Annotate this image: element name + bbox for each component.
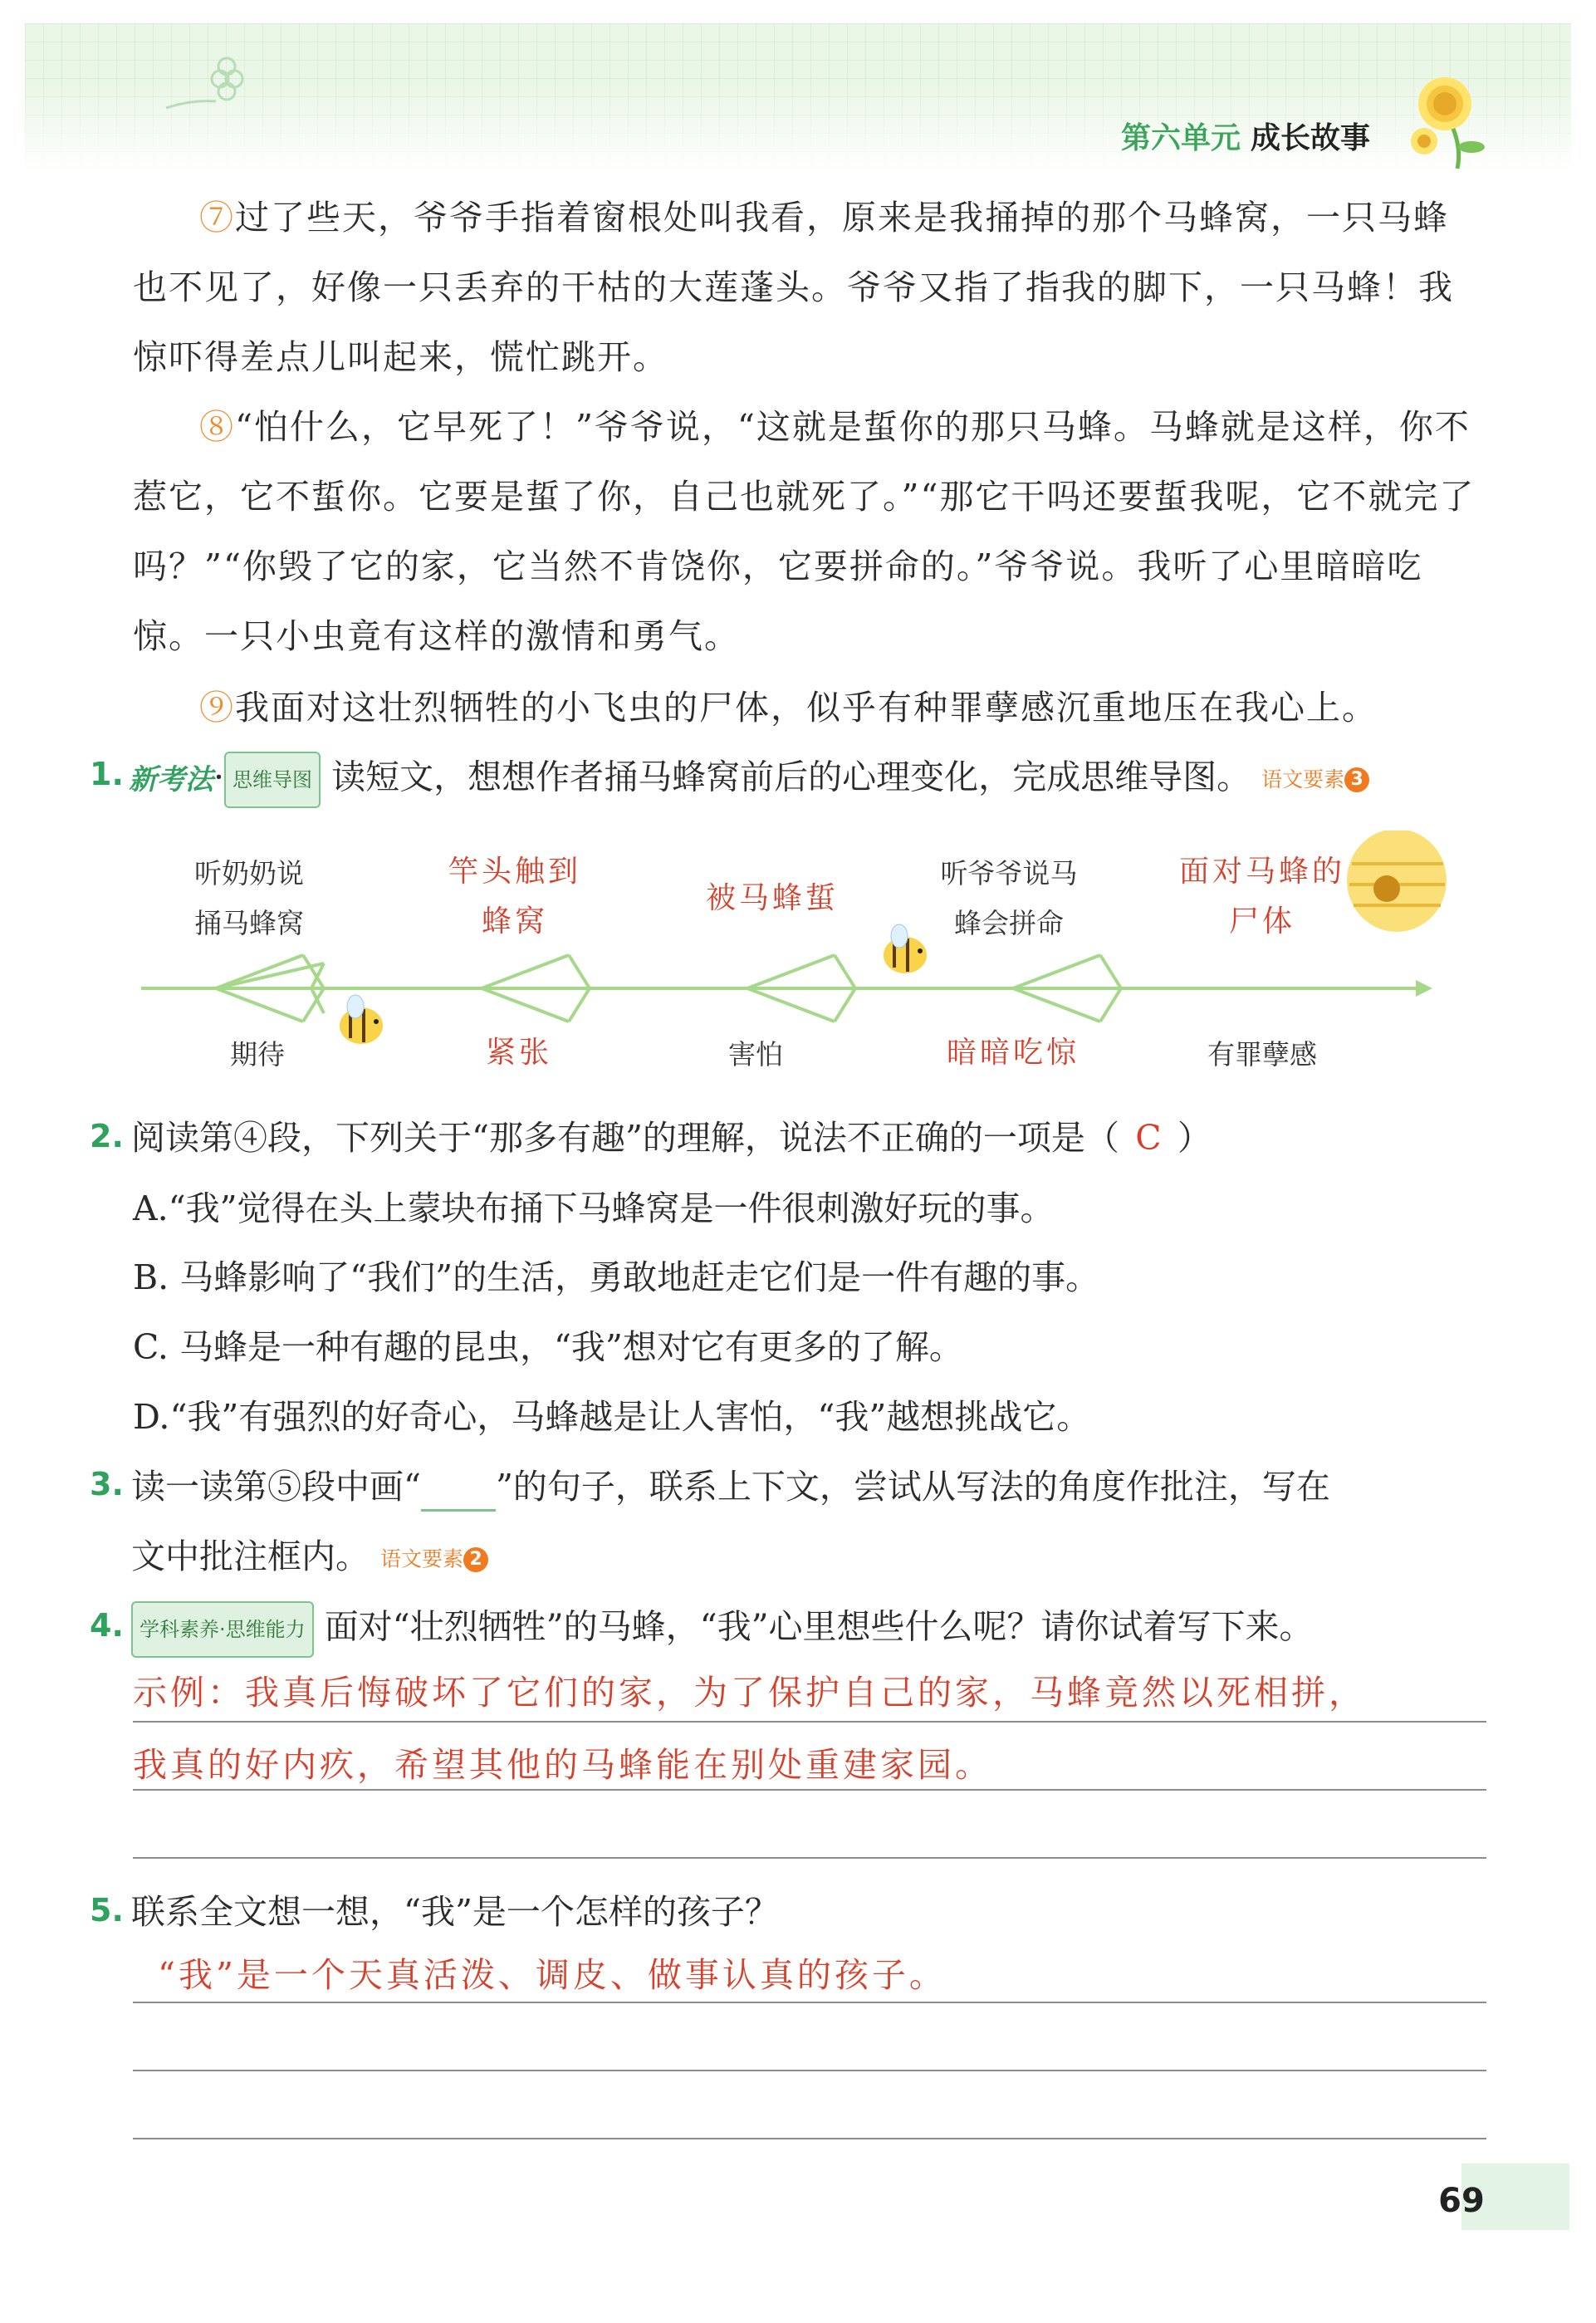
flower-decoration-icon (158, 50, 257, 125)
answer-line (133, 1857, 1486, 1859)
bee-icon (340, 995, 383, 1044)
question-1-number: 1. (90, 756, 124, 792)
sunflower-icon (1403, 71, 1495, 170)
new-method-badge: 新考法 (129, 763, 213, 796)
paragraph-number: ⑨ (199, 688, 235, 728)
question-5-prompt: 联系全文想一想，“我”是一个怎样的孩子？ (131, 1892, 779, 1932)
mindmap-top-1: 听奶奶说捅马蜂窝 (194, 857, 304, 939)
question-4-prompt: 面对“壮烈牺牲”的马蜂，“我”心里想些什么呢？请你试着写下来。 (324, 1606, 1314, 1647)
question-3-line2 (131, 1532, 488, 1585)
paragraph-text: 我面对这壮烈牺牲的小飞虫的尸体，似乎有种罪孽感沉重地压在我心上。 (235, 688, 1378, 728)
question-2-text (131, 1113, 1501, 1163)
underline-sample (421, 1473, 496, 1512)
literacy-tag-number: 2 (463, 1547, 488, 1572)
mindmap-top-4: 听爷爷说马蜂会拼命 (940, 857, 1078, 939)
mindmap-top-3: 被马蜂蜇 (705, 881, 839, 915)
paragraph-8 (133, 392, 1478, 671)
question-2-answer: C (1135, 1118, 1162, 1158)
answer-line (133, 2070, 1486, 2071)
question-3-text (131, 1462, 1501, 1512)
mindmap-bottom-4: 暗暗吃惊 (946, 1036, 1080, 1070)
unit-theme: 成长故事 (1251, 121, 1371, 155)
mindmap-bottom-5: 有罪孽感 (1207, 1038, 1317, 1071)
paragraph-9 (133, 673, 1478, 742)
paragraph-7 (133, 183, 1478, 392)
paragraph-text: “怕什么，它早死了！”爷爷说，“这就是蜇你的那只马蜂。马蜂就是这样，你不惹它，它不蜇你。它要是蜇了你，自己也就死了。”“那它干吗还要蜇我呢，它不就完了吗？”“你毁了它的家，它当然不肯饶你，它要拼命的。”爷爷说。我听了心里暗暗吃惊。一只小虫竟有这样的激情和勇气。 (133, 407, 1476, 656)
question-2-number: 2. (90, 1118, 124, 1154)
question-4-answer-line2: 我真的好内疚，希望其他的马蜂能在别处重建家园。 (133, 1745, 992, 1785)
mindmap-bottom-3: 害怕 (728, 1038, 783, 1071)
mindmap-top-5: 面对马蜂的尸体 (1179, 855, 1346, 939)
mindmap-bottom-2: 紧张 (485, 1036, 552, 1070)
answer-line (133, 1721, 1486, 1723)
bee-icon (884, 924, 927, 973)
literacy-tag: 语文要素 (1261, 767, 1345, 791)
answer-line (133, 2138, 1486, 2139)
paragraph-number: ⑦ (199, 198, 235, 238)
question-2-close: ） (1177, 1118, 1212, 1158)
question-5-answer: “我”是一个天真活泼、调皮、做事认真的孩子。 (158, 1955, 947, 1995)
paragraph-number: ⑧ (199, 407, 235, 447)
page-number: 69 (1438, 2182, 1485, 2220)
literacy-tag-number: 3 (1344, 767, 1369, 792)
literacy-skill-badge: 学科素养·思维能力 (131, 1601, 314, 1658)
mindmap-top-2: 竿头触到蜂窝 (448, 855, 582, 939)
mindmap-bottom-1: 期待 (230, 1038, 285, 1071)
question-2-prompt: 阅读第④段，下列关于“那多有趣”的理解，说法不正确的一项是（ (131, 1118, 1119, 1158)
question-5-text (131, 1887, 1501, 1937)
question-1-text: 新考法· 思维导图 读短文，想想作者捅马蜂窝前后的心理变化，完成思维导图。 语文要素 3 (129, 752, 1499, 808)
question-3-number: 3. (90, 1466, 124, 1502)
question-4-number: 4. (90, 1607, 124, 1644)
beehive-icon (1347, 831, 1447, 932)
option-d: D.“我”有强烈的好奇心，马蜂越是让人害怕，“我”越想挑战它。 (133, 1397, 1091, 1437)
option-a: A.“我”觉得在头上蒙块布捅下马蜂窝是一件很刺激好玩的事。 (133, 1188, 1055, 1228)
answer-line (133, 2002, 1486, 2003)
option-c: C. 马蜂是一种有趣的昆虫，“我”想对它有更多的了解。 (133, 1327, 963, 1367)
question-4-text (131, 1601, 1501, 1658)
mindmap-badge: 思维导图 (224, 752, 321, 808)
question-3-prompt-b: ”的句子，联系上下文，尝试从写法的角度作批注，写在 (495, 1467, 1330, 1507)
question-5-number: 5. (90, 1892, 124, 1928)
question-3-prompt-a: 读一读第⑤段中画“ (131, 1467, 421, 1507)
answer-line (133, 1789, 1486, 1791)
question-1-prompt: 读短文，想想作者捅马蜂窝前后的心理变化，完成思维导图。 (331, 757, 1251, 797)
option-b: B. 马蜂影响了“我们”的生活，勇敢地赶走它们是一件有趣的事。 (133, 1257, 1100, 1297)
literacy-tag: 语文要素 (380, 1546, 464, 1571)
question-3-prompt-c: 文中批注框内。 (131, 1536, 370, 1576)
unit-label: 第六单元 (1121, 121, 1241, 155)
paragraph-text: 过了些天，爷爷手指着窗根处叫我看，原来是我捅掉的那个马蜂窝，一只马蜂也不见了，好像一只丢弃的干枯的大莲蓬头。爷爷又指了指我的脚下，一只马蜂！我惊吓得差点儿叫起来，慌忙跳开。 (133, 198, 1454, 377)
unit-title (1121, 115, 1370, 157)
question-4-answer-line1: 示例：我真后悔破坏了它们的家，为了保护自己的家，马蜂竟然以死相拼， (133, 1673, 1366, 1713)
